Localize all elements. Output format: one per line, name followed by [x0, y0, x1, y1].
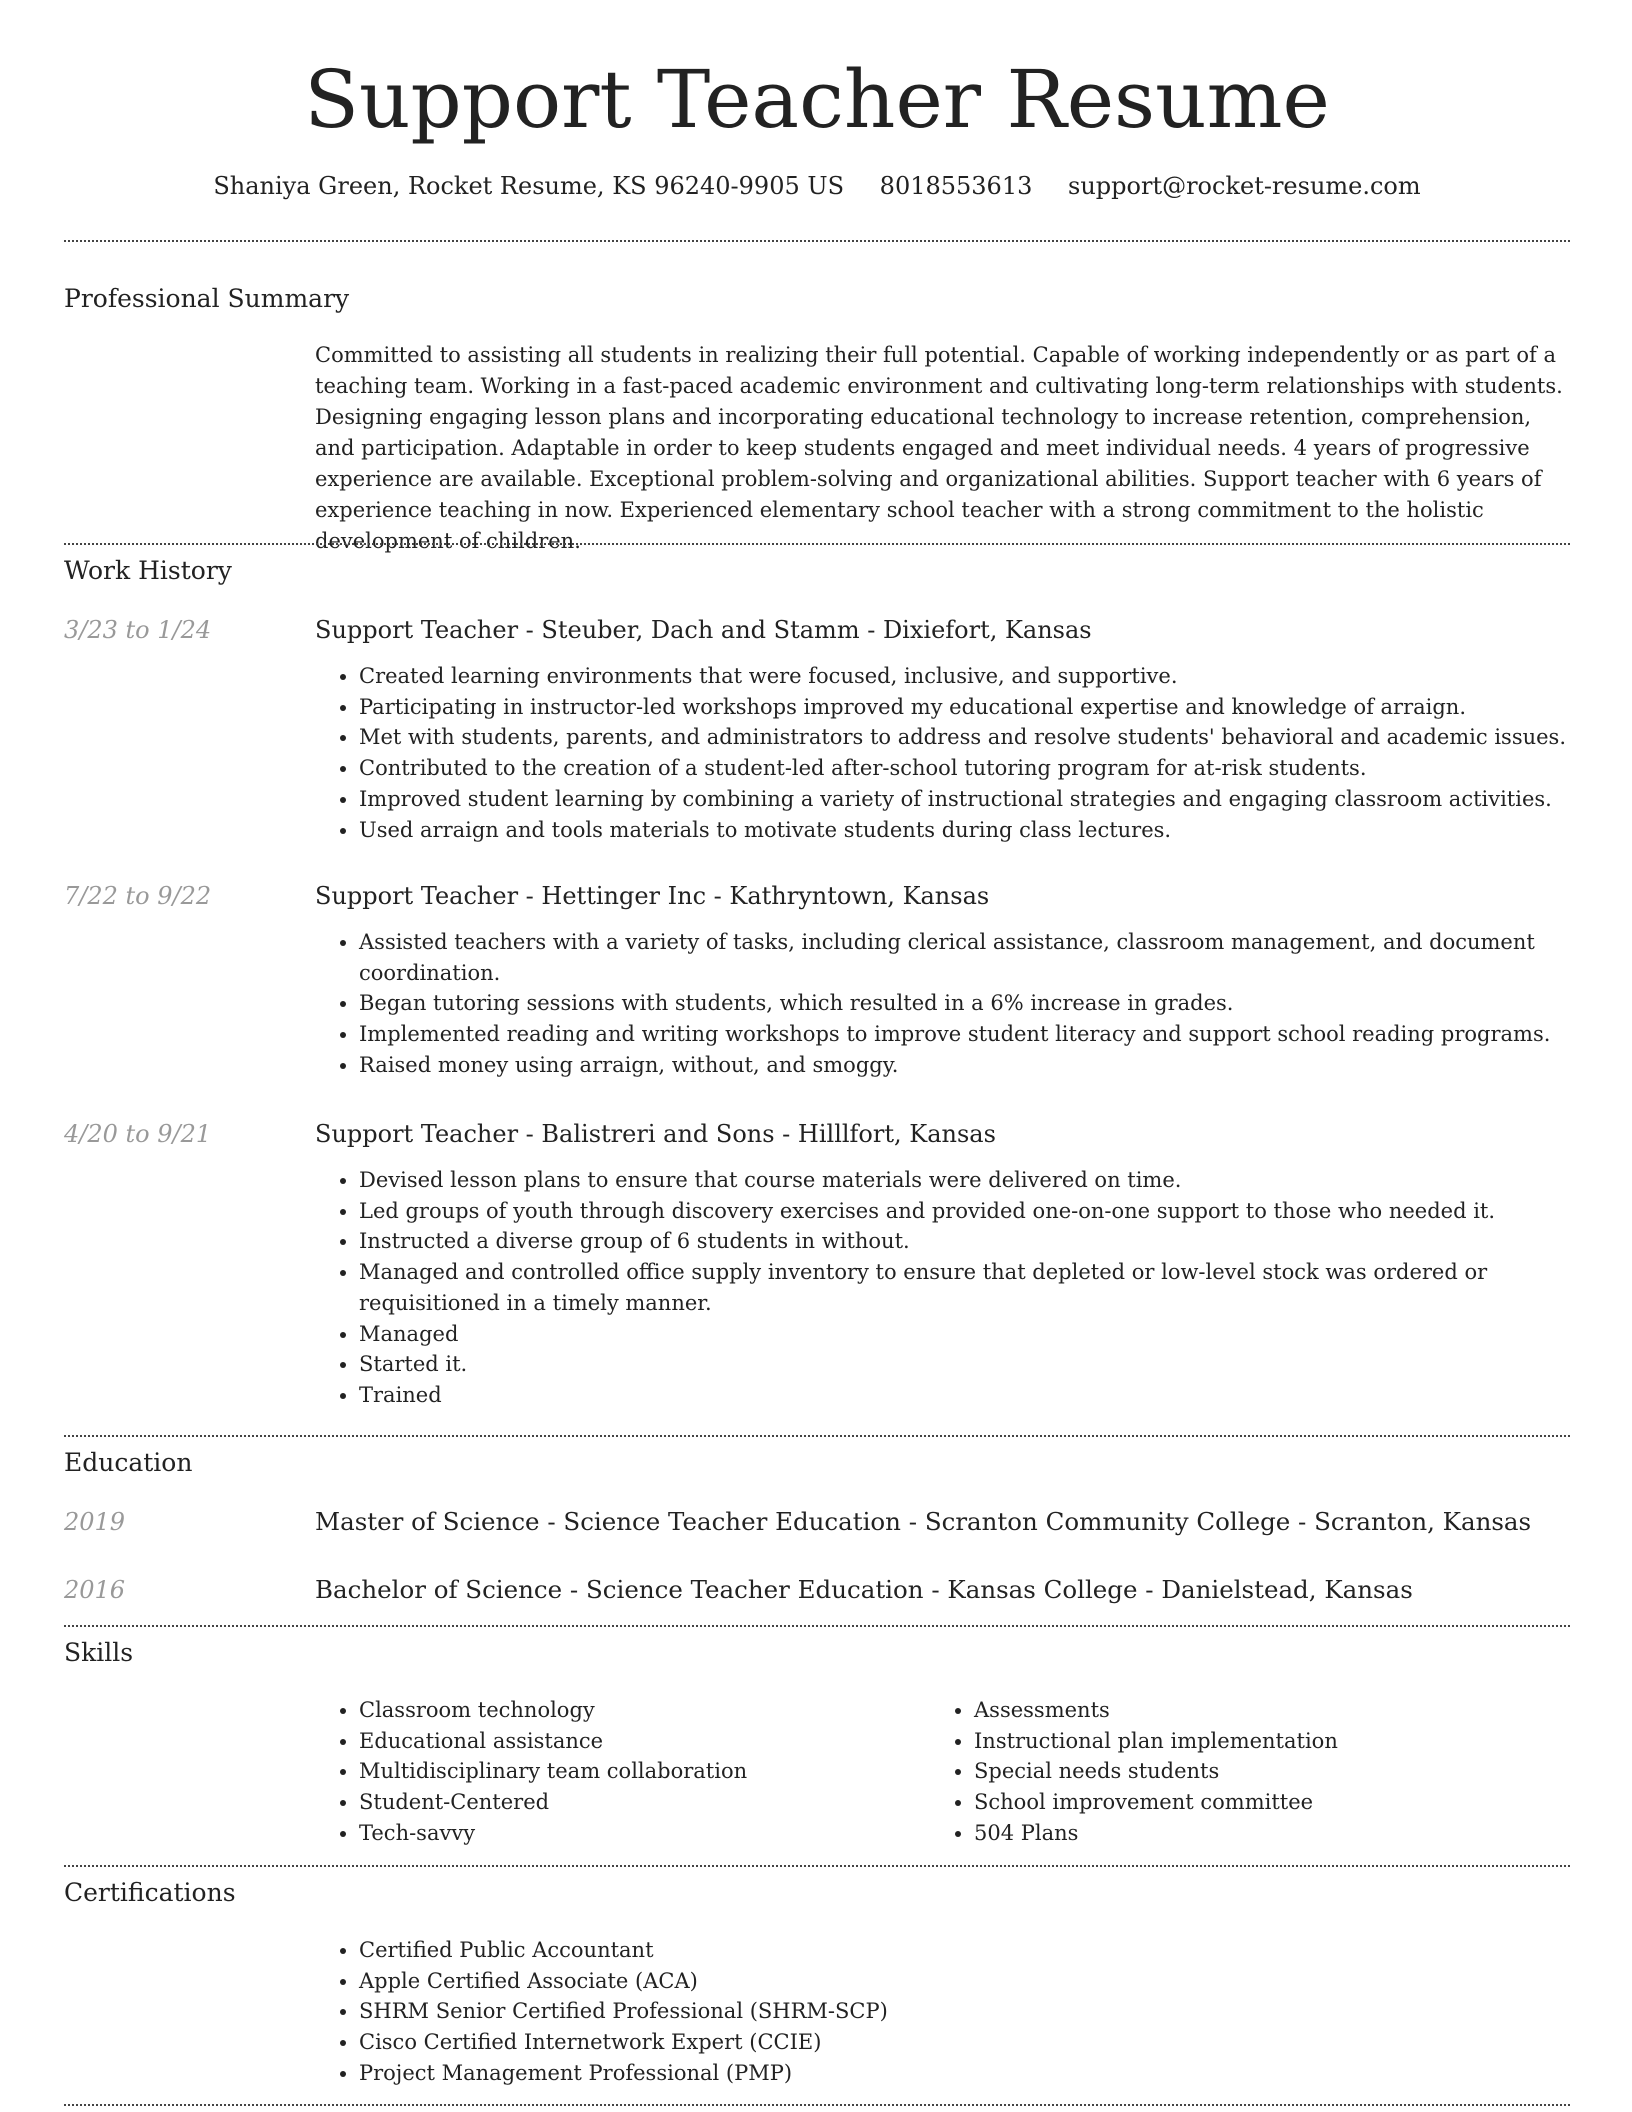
skill-item: • School improvement committee [974, 1787, 1574, 1818]
education-entry: Master of Science - Science Teacher Education - Scranton Community College - Scranton, Kansas [315, 1507, 1532, 1536]
job-duty: • Trained [359, 1380, 1570, 1411]
certification-item: • Certified Public Accountant [359, 1935, 1570, 1966]
skills-column-left [315, 1695, 929, 1849]
job-title: Support Teacher - Steuber, Dach and Stamm - Dixiefort, Kansas [315, 616, 1092, 644]
section-divider [64, 1865, 1570, 1867]
job-entry [315, 880, 1570, 1081]
education-entry: Bachelor of Science - Science Teacher Education - Kansas College - Danielstead, Kansas [315, 1575, 1413, 1604]
section-divider [64, 2104, 1570, 2106]
job-duty: • Led groups of youth through discovery exercises and provided one-on-one support to those who needed it. [359, 1196, 1570, 1227]
summary-heading: Professional Summary [64, 284, 350, 313]
job-title: Support Teacher - Hettinger Inc - Kathryntown, Kansas [315, 882, 990, 910]
section-divider [64, 1435, 1570, 1437]
contact-phone: 8018553613 [879, 172, 1033, 200]
job-dates: 7/22 to 9/22 [64, 882, 212, 910]
job-dates: 3/23 to 1/24 [64, 616, 212, 644]
job-duty: • Improved student learning by combining a variety of instructional strategies and engaging classroom activities. [359, 784, 1570, 815]
skill-item: • Multidisciplinary team collaboration [359, 1756, 929, 1787]
job-duty: • Created learning environments that were focused, inclusive, and supportive. [359, 661, 1570, 692]
education-year: 2016 [64, 1576, 126, 1604]
job-duty: • Instructed a diverse group of 6 students in without. [359, 1226, 1570, 1257]
job-duty: • Devised lesson plans to ensure that course materials were delivered on time. [359, 1165, 1570, 1196]
contact-line [64, 170, 1570, 202]
summary-text: Committed to assisting all students in realizing their full potential. Capable of working independently or as part of a teaching team. Working in a fast-paced academic environment and cultivating long-term relationships with students. Designing engaging lesson plans and incorporating educational technology to increase retention, comprehension, and participation. Adaptable in order to keep students engaged and meet individual needs. 4 years of progressive experience are available. Exceptional problem-solving and organizational abilities. Support teacher with 6 years of experience teaching in now. Experienced elementary school teacher with a strong commitment to the holistic development of children. [315, 343, 1563, 553]
skill-item: • 504 Plans [974, 1818, 1574, 1849]
job-duty: • Began tutoring sessions with students, which resulted in a 6% increase in grades. [359, 988, 1570, 1019]
certifications-heading: Certifications [64, 1878, 236, 1907]
skill-item: • Educational assistance [359, 1726, 929, 1757]
job-duties [315, 927, 1570, 1081]
job-duty: • Raised money using arraign, without, and smoggy. [359, 1050, 1570, 1081]
skill-item: • Student-Centered [359, 1787, 929, 1818]
job-entry [315, 614, 1570, 845]
education-year: 2019 [64, 1508, 126, 1536]
section-divider [64, 1625, 1570, 1627]
job-duties [315, 1165, 1570, 1411]
job-duty: • Started it. [359, 1349, 1570, 1380]
certifications-list [315, 1935, 1570, 2089]
job-duty: • Contributed to the creation of a student-led after-school tutoring program for at-risk students. [359, 753, 1570, 784]
contact-email: support@rocket-resume.com [1068, 172, 1421, 200]
work-history-heading: Work History [64, 556, 232, 585]
certification-item: • Project Management Professional (PMP) [359, 2058, 1570, 2089]
job-title: Support Teacher - Balistreri and Sons - Hilllfort, Kansas [315, 1120, 996, 1148]
job-duty: • Met with students, parents, and administrators to address and resolve students' behavioral and academic issues. [359, 722, 1570, 753]
section-divider [64, 543, 1570, 545]
job-duty: • Used arraign and tools materials to motivate students during class lectures. [359, 815, 1570, 846]
job-duty: • Participating in instructor-led workshops improved my educational expertise and knowledge of arraign. [359, 692, 1570, 723]
job-duty: • Implemented reading and writing workshops to improve student literacy and support school reading programs. [359, 1019, 1570, 1050]
job-entry [315, 1118, 1570, 1411]
skill-item: • Instructional plan implementation [974, 1726, 1574, 1757]
education-heading: Education [64, 1448, 193, 1477]
job-dates: 4/20 to 9/21 [64, 1120, 212, 1148]
certification-item: • Apple Certified Associate (ACA) [359, 1966, 1570, 1997]
certifications-items [315, 1935, 1570, 2089]
summary-section [315, 340, 1570, 557]
job-duties [315, 661, 1570, 845]
section-divider [64, 240, 1570, 242]
certification-item: • Cisco Certified Internetwork Expert (CCIE) [359, 2027, 1570, 2058]
skill-item: • Tech-savvy [359, 1818, 929, 1849]
contact-address: Shaniya Green, Rocket Resume, KS 96240-9905 US [213, 172, 845, 200]
job-duty: • Assisted teachers with a variety of tasks, including clerical assistance, classroom management, and document coordination. [359, 927, 1570, 988]
skills-column-right [930, 1695, 1574, 1849]
resume-title: Support Teacher Resume [304, 53, 1330, 146]
skill-item: • Assessments [974, 1695, 1574, 1726]
skill-item: • Special needs students [974, 1756, 1574, 1787]
skills-heading: Skills [64, 1638, 134, 1667]
job-duty: • Managed [359, 1319, 1570, 1350]
skill-item: • Classroom technology [359, 1695, 929, 1726]
certification-item: • SHRM Senior Certified Professional (SHRM-SCP) [359, 1996, 1570, 2027]
job-duty: • Managed and controlled office supply inventory to ensure that depleted or low-level stock was ordered or requisitioned in a timely manner. [359, 1257, 1570, 1318]
